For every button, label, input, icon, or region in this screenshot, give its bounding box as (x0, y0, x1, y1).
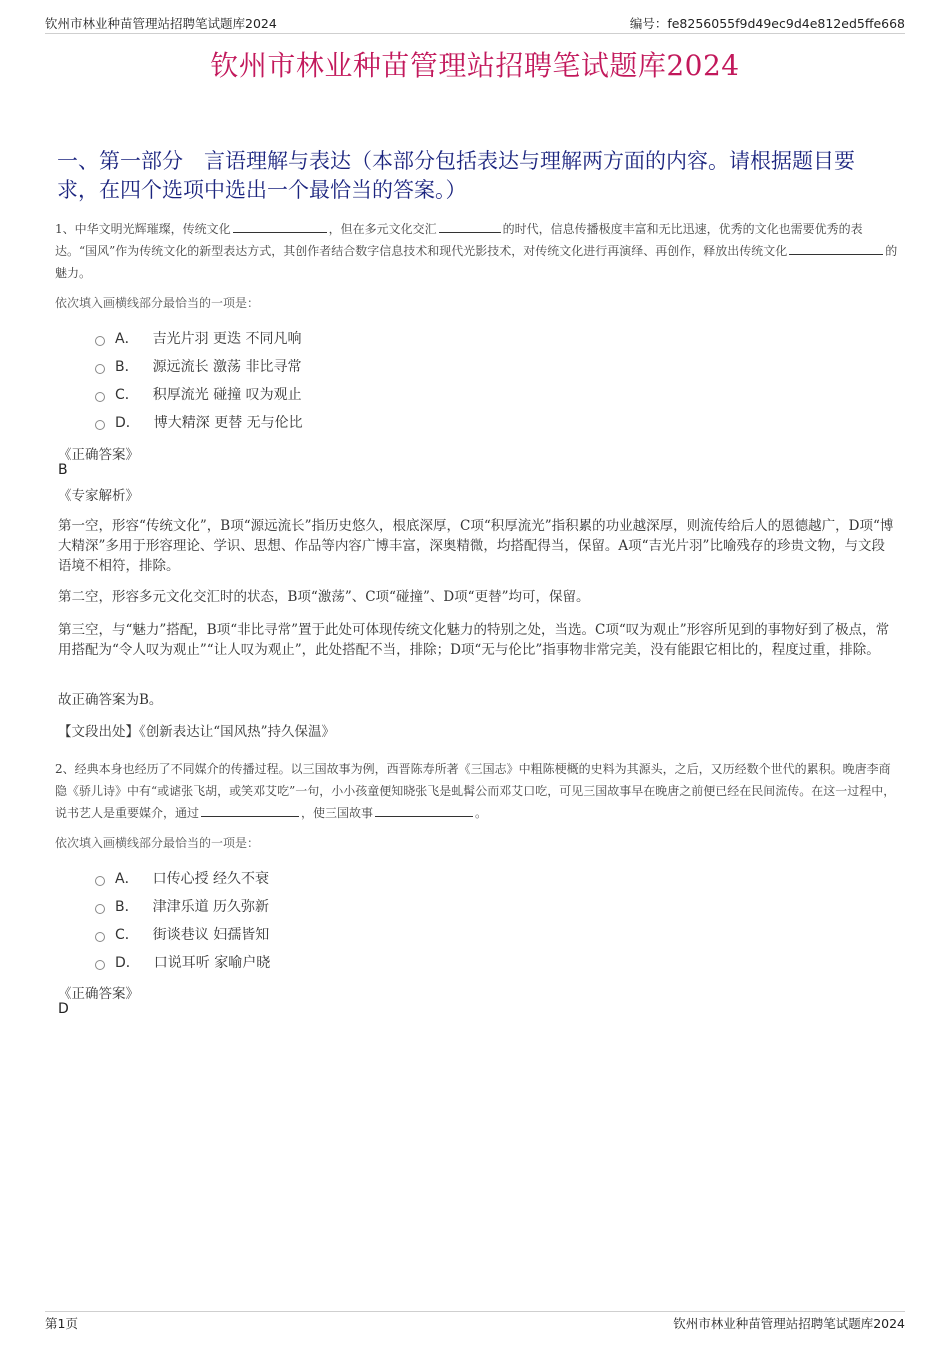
radio-icon[interactable] (95, 392, 105, 402)
footer-title: 钦州市林业种苗管理站招聘笔试题库2024 (673, 1316, 905, 1331)
option-b[interactable]: B． 津津乐道 历久弥新 (95, 892, 270, 920)
page-header (45, 14, 905, 34)
analysis-label: 《专家解析》 (58, 488, 139, 504)
radio-icon[interactable] (95, 960, 105, 970)
header-divider (45, 33, 905, 34)
answer-label: 《正确答案》 (58, 447, 139, 463)
analysis-paragraph-3: 第三空，与“魅力”搭配，B项“非比寻常”置于此处可体现传统文化魅力的特别之处，当选。C项“叹为观止”形容所见到的事物好到了极点，常用搭配为“令人叹为观止”“让人叹为观止”，此处搭配不当，排除；D项“无与伦比”指事物非常完美，没有能跟它相比的，程度过重，排除。 (58, 622, 890, 658)
blank-3 (789, 242, 883, 255)
radio-icon[interactable] (95, 336, 105, 346)
option-d[interactable]: D． 口说耳听 家喻户晓 (95, 948, 270, 976)
question-1-options (95, 324, 303, 436)
analysis-source: 【文段出处】《创新表达让“国风热”持久保温》 (58, 724, 336, 740)
analysis-paragraph-1: 第一空，形容“传统文化”，B项“源远流长”指历史悠久，根底深厚，C项“积厚流光”指积累的功业越深厚，则流传给后人的恩德越广，D项“博大精深”多用于形容理论、学识、思想、作品等内容广博丰富，深奥精微，均搭配得当，保留。A项“吉光片羽”比喻残存的珍贵文物，与文段语境不相符，排除。 (58, 518, 894, 574)
option-a[interactable]: A． 口传心授 经久不衰 (95, 864, 270, 892)
option-a[interactable]: A． 吉光片羽 更迭 不同凡响 (95, 324, 303, 352)
section-heading: 一、第一部分 言语理解与表达（本部分包括表达与理解两方面的内容。请根据题目要求，在四个选项中选出一个最恰当的答案。） (57, 149, 855, 202)
analysis-conclusion: 故正确答案为B。 (58, 692, 163, 708)
answer-value: B (58, 462, 68, 478)
page-title: 钦州市林业种苗管理站招聘笔试题库2024 (210, 49, 740, 82)
header-left-text: 钦州市林业种苗管理站招聘笔试题库2024 (45, 16, 277, 31)
blank-2 (439, 220, 501, 233)
radio-icon[interactable] (95, 904, 105, 914)
page-number: 第1页 (45, 1316, 78, 1331)
question-2-options (95, 864, 270, 976)
header-serial-number: 编号：fe8256055f9d49ec9d4e812ed5ffe668 (629, 16, 905, 31)
answer-value: D (58, 1001, 69, 1017)
question-1-text: 1、中华文明光辉璀璨，传统文化 ，但在多元文化交汇 的时代，信息传播极度丰富和无比迅速，优秀的文化也需要优秀的表达。“国风”作为传统文化的新型表达方式，其创作者结合数字信息技术和现代光影技术，对传统文化进行再演绎、再创作，释放出传统文化 的魅力。 (55, 222, 898, 280)
footer-divider (45, 1311, 905, 1312)
radio-icon[interactable] (95, 876, 105, 886)
option-c[interactable]: C． 积厚流光 碰撞 叹为观止 (95, 380, 303, 408)
question-1-prompt: 依次填入画横线部分最恰当的一项是： (55, 296, 260, 310)
blank-1 (233, 220, 327, 233)
question-2-text: 2、经典本身也经历了不同媒介的传播过程。以三国故事为例，西晋陈寿所著《三国志》中粗陈梗概的史料为其源头，之后，又历经数个世代的累积。晚唐李商隐《骄儿诗》中有“或谑张飞胡，或笑邓艾吃”一句，小小孩童便知晓张飞是虬髯公而邓艾口吃，可见三国故事早在晚唐之前便已经在民间流传。在这一过程中，说书艺人是重要媒介，通过 ，使三国故事 。 (55, 762, 896, 820)
blank-2 (375, 804, 473, 817)
radio-icon[interactable] (95, 364, 105, 374)
option-c[interactable]: C． 街谈巷议 妇孺皆知 (95, 920, 270, 948)
radio-icon[interactable] (95, 420, 105, 430)
answer-label: 《正确答案》 (58, 986, 139, 1002)
blank-1 (201, 804, 299, 817)
analysis-paragraph-2: 第二空，形容多元文化交汇时的状态，B项“激荡”、C项“碰撞”、D项“更替”均可，保留。 (58, 589, 590, 605)
option-d[interactable]: D． 博大精深 更替 无与伦比 (95, 408, 303, 436)
radio-icon[interactable] (95, 932, 105, 942)
option-b[interactable]: B． 源远流长 激荡 非比寻常 (95, 352, 303, 380)
question-2-prompt: 依次填入画横线部分最恰当的一项是： (55, 836, 260, 850)
